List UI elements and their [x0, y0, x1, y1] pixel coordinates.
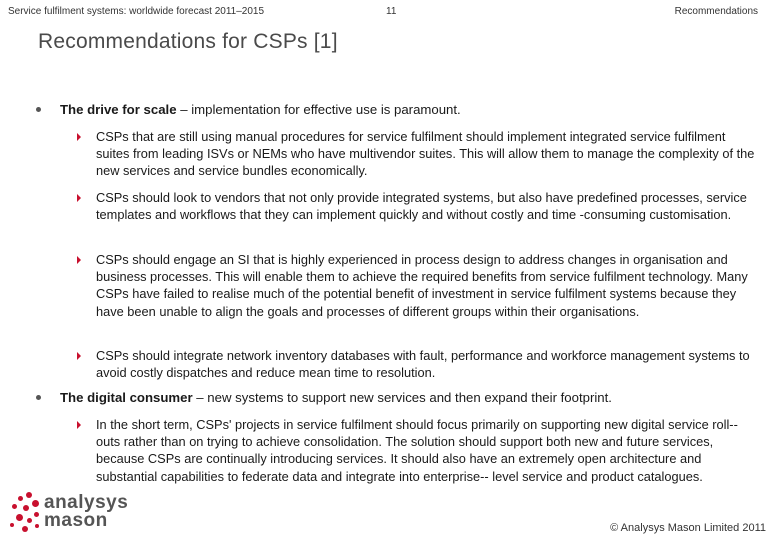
list-item	[96, 347, 760, 381]
bullet-arrow-icon	[77, 133, 81, 141]
bullet-dot-icon	[36, 395, 41, 400]
bullet-arrow-icon	[77, 352, 81, 360]
list-item	[96, 251, 760, 320]
header-document-title: Service fulfilment systems: worldwide forecast 2011–2015	[8, 6, 265, 17]
list-item-text: CSPs should look to vendors that not only provide integrated systems, but also have predefined processes, service templates and workflows that they can implement quickly and without costly and time -consuming customisation.	[96, 190, 747, 223]
section-lead-bold: The digital consumer	[60, 390, 193, 405]
bullet-dot-icon	[36, 107, 41, 112]
logo-text-line2: mason	[44, 510, 108, 531]
list-item-text: CSPs should engage an SI that is highly experienced in process design to address changes in organisation and business processes. This will enable them to achieve the required benefits from service fulfilment technology. Many CSPs have failed to realise much of the potential benefit of investment in service fulfilment systems because they have been unable to align the goals and processes of different groups within their organisations.	[96, 252, 748, 319]
section-drive-for-scale	[60, 101, 760, 118]
list-item	[96, 128, 760, 180]
logo-text-line1: analysys	[44, 492, 129, 513]
bullet-arrow-icon	[77, 256, 81, 264]
list-item	[96, 189, 760, 223]
bullet-arrow-icon	[77, 421, 81, 429]
section-lead-text: – implementation for effective use is paramount.	[176, 102, 461, 117]
company-logo	[8, 490, 128, 536]
list-item	[96, 416, 760, 485]
section-digital-consumer	[60, 389, 760, 406]
header-section-name: Recommendations	[674, 6, 758, 17]
bullet-arrow-icon	[77, 194, 81, 202]
list-item-text: In the short term, CSPs' projects in service fulfilment should focus primarily on supporting new digital service roll--outs rather than on trying to achieve consolidation. The solution should support both new and future services, because CSPs are continually introducing services. It should also have an extremely open architecture and substantial capabilities to federate data and integrate into enterprise-- level service and product catalogues.	[96, 417, 738, 484]
section-lead-text: – new systems to support new services and then expand their footprint.	[192, 390, 612, 405]
page-title: Recommendations for CSPs [1]	[38, 30, 338, 53]
page-number: 11	[386, 6, 397, 17]
copyright-notice: © Analysys Mason Limited 2011	[610, 522, 766, 534]
section-lead-bold: The drive for scale	[60, 102, 177, 117]
list-item-text: CSPs should integrate network inventory databases with fault, performance and workforce management systems to avoid costly dispatches and reduce mean time to resolution.	[96, 348, 750, 381]
list-item-text: CSPs that are still using manual procedures for service fulfilment should implement integrated service fulfilment suites from leading ISVs or NEMs who have multivendor suites. This will allow them to manage the complexity of the new services and service bundles economically.	[96, 129, 755, 179]
